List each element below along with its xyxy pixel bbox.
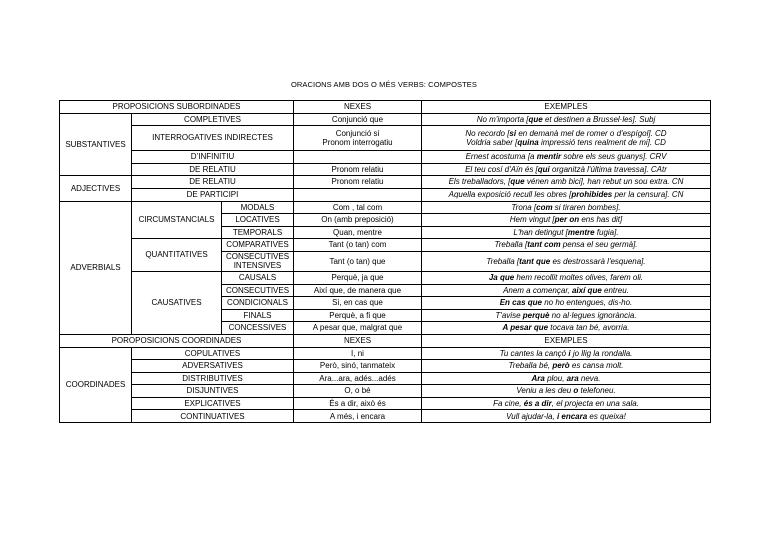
example-text: fugia]. xyxy=(594,227,619,237)
example-keyword: A pesar que xyxy=(502,323,549,333)
nexe-cell: Perquè, ja que xyxy=(294,271,422,284)
subgroup-circumstancials: CIRCUMSTANCIALS xyxy=(132,201,222,239)
exemples-header: EXEMPLES xyxy=(422,101,711,114)
type-cell: INTERROGATIVES INDIRECTES xyxy=(132,126,294,151)
example-cell xyxy=(422,372,711,385)
example-text: vénen amb bici], han rebut un sou extra. CN xyxy=(524,177,684,187)
nexe-line: Conjunció si xyxy=(335,128,380,138)
example-text: No recordo [ xyxy=(465,128,510,138)
table-row xyxy=(60,201,711,214)
nexe-cell: On (amb preposició) xyxy=(294,214,422,227)
example-cell xyxy=(422,385,711,398)
type-cell: LOCATIVES xyxy=(222,214,294,227)
table-row xyxy=(60,151,711,164)
nexe-cell xyxy=(294,126,422,151)
example-text: L'han detingut [ xyxy=(513,227,568,237)
example-text: es cansa molt. xyxy=(569,361,624,371)
example-text: neva. xyxy=(578,373,601,383)
example-cell xyxy=(422,239,711,252)
example-cell xyxy=(422,176,711,189)
table-row xyxy=(60,360,711,373)
example-cell xyxy=(422,322,711,335)
nexe-cell: Tant (o tan) com xyxy=(294,239,422,252)
nexes-header: NEXES xyxy=(294,334,422,347)
nexe-cell: O, o bé xyxy=(294,385,422,398)
type-line: INTENSIVES xyxy=(233,261,282,271)
example-keyword: però xyxy=(552,361,570,371)
nexe-cell: Pronom relatiu xyxy=(294,176,422,189)
nexe-cell: A pesar que, malgrat que xyxy=(294,322,422,335)
subgroup-causatives: CAUSATIVES xyxy=(132,271,222,334)
example-text: tocava tan bé, avorria. xyxy=(548,323,630,333)
table-row xyxy=(60,113,711,126)
example-keyword: així que xyxy=(571,285,602,295)
type-cell: CAUSALS xyxy=(222,271,294,284)
example-keyword: com xyxy=(536,202,553,212)
type-cell: COMPARATIVES xyxy=(222,239,294,252)
subgroup-quantitatives: QUANTITATIVES xyxy=(132,239,222,272)
nexe-cell xyxy=(294,151,422,164)
page-title: ORACIONS AMB DOS O MÉS VERBS: COMPOSTES xyxy=(290,80,478,89)
nexe-cell: Així que, de manera que xyxy=(294,284,422,297)
type-cell: TEMPORALS xyxy=(222,226,294,239)
example-cell xyxy=(422,271,711,284)
example-text: Hem vingut [ xyxy=(509,215,555,225)
example-text: es queixa! xyxy=(587,411,626,421)
example-text: pensa el seu germà]. xyxy=(560,240,638,250)
type-cell: DE RELATIU xyxy=(132,163,294,176)
example-keyword: qui xyxy=(537,164,550,174)
table-row xyxy=(60,271,711,284)
example-text: El teu cosí d'Aïn és [ xyxy=(465,164,538,174)
example-text: hem recollit moltes olives, farem oli. xyxy=(514,272,644,282)
example-keyword: que xyxy=(510,177,525,187)
example-text: Voldria saber [ xyxy=(466,138,518,148)
example-text: No m'importa [ xyxy=(476,114,529,124)
example-line xyxy=(424,129,708,139)
type-cell: ADVERSATIVES xyxy=(132,360,294,373)
example-keyword: mentir xyxy=(536,152,562,162)
example-text: et destinen a Brussel·les]. Subj xyxy=(542,114,656,124)
nexes-header: NEXES xyxy=(294,101,422,114)
type-cell xyxy=(222,251,294,271)
example-text: Veniu a les deu xyxy=(516,386,574,396)
example-text: Tu cantes la cançó xyxy=(499,348,569,358)
example-keyword: que xyxy=(528,114,543,124)
example-cell xyxy=(422,284,711,297)
example-text: Fa cine, xyxy=(493,398,524,408)
table-row xyxy=(60,397,711,410)
group-adverbials: ADVERBIALS xyxy=(60,201,132,334)
example-keyword: o xyxy=(573,386,579,396)
type-cell: EXPLICATIVES xyxy=(132,397,294,410)
type-cell: DE PARTICIPI xyxy=(132,188,294,201)
nexe-cell: Si, en cas que xyxy=(294,297,422,310)
type-cell: COMPLETIVES xyxy=(132,113,294,126)
example-text: Treballa [ xyxy=(486,256,520,266)
example-text: Anem a començar, xyxy=(503,285,572,295)
example-cell xyxy=(422,360,711,373)
example-cell xyxy=(422,151,711,164)
example-text: telefoneu. xyxy=(578,386,616,396)
nexe-cell: Perquè, a fi que xyxy=(294,309,422,322)
example-keyword: quina xyxy=(517,138,539,148)
example-text: organitzà l'última travessa]. CAtr xyxy=(549,164,667,174)
example-text: Trona [ xyxy=(511,202,537,212)
nexe-cell: Com , tal com xyxy=(294,201,422,214)
group-substantives: SUBSTANTIVES xyxy=(60,113,132,176)
example-cell xyxy=(422,214,711,227)
type-cell: DISJUNTIVES xyxy=(132,385,294,398)
table-row xyxy=(60,347,711,360)
type-cell: CONCESSIVES xyxy=(222,322,294,335)
example-text: Els treballadors, [ xyxy=(448,177,511,187)
example-cell xyxy=(422,163,711,176)
example-text: si tiraren bombes]. xyxy=(552,202,621,212)
coordinades-header-row xyxy=(60,334,711,347)
example-keyword: tant que xyxy=(519,256,551,266)
example-text: plou, xyxy=(544,373,567,383)
example-text: ens has dit] xyxy=(579,215,623,225)
nexe-cell: I, ni xyxy=(294,347,422,360)
example-cell xyxy=(422,309,711,322)
table-row xyxy=(60,176,711,189)
exemples-header: EXEMPLES xyxy=(422,334,711,347)
table-row xyxy=(60,163,711,176)
table-row xyxy=(60,188,711,201)
type-cell: D’INFINITIU xyxy=(132,151,294,164)
grammar-table xyxy=(59,100,711,423)
coordinades-header: POROPOSICIONS COORDINADES xyxy=(60,334,294,347)
group-coordinades: COORDINADES xyxy=(60,347,132,423)
type-cell: FINALS xyxy=(222,309,294,322)
example-text: es destrossarà l'esquena]. xyxy=(550,256,646,266)
example-text: , el projecta en una sala. xyxy=(551,398,639,408)
example-text: impressió tens realment de mi]. CD xyxy=(538,138,666,148)
example-line xyxy=(424,138,708,148)
example-keyword: i encara xyxy=(556,411,588,421)
example-keyword: per on xyxy=(554,215,580,225)
type-cell: CONDICIONALS xyxy=(222,297,294,310)
example-cell xyxy=(422,251,711,271)
example-keyword: Ja que xyxy=(488,272,515,282)
table-row xyxy=(60,410,711,423)
nexe-cell: És a dir, això és xyxy=(294,397,422,410)
example-text: Aquella exposició recull les obres [ xyxy=(448,190,572,200)
example-text: Treballa bé, xyxy=(508,361,553,371)
example-keyword: i xyxy=(568,348,571,358)
example-text: en demanà mel de romer o d'espígol]. CD xyxy=(516,128,667,138)
nexe-cell: Quan, mentre xyxy=(294,226,422,239)
example-text: T'avise xyxy=(495,310,523,320)
subordinades-header-row xyxy=(60,101,711,114)
type-cell: COPULATIVES xyxy=(132,347,294,360)
nexe-cell: Pronom relatiu xyxy=(294,163,422,176)
example-keyword: En cas que xyxy=(499,298,542,308)
nexe-cell: Però, sinó, tanmateix xyxy=(294,360,422,373)
example-text: Ernest acostuma [a xyxy=(465,152,537,162)
type-cell: MODALS xyxy=(222,201,294,214)
nexe-cell: Ara...ara, adés...adés xyxy=(294,372,422,385)
example-cell xyxy=(422,126,711,151)
example-text: no ho entengues, dis-ho. xyxy=(541,298,633,308)
type-cell: CONSECUTIVES xyxy=(222,284,294,297)
table-row xyxy=(60,126,711,151)
example-cell xyxy=(422,188,711,201)
example-keyword: mentre xyxy=(567,227,595,237)
example-text: entreu. xyxy=(601,285,629,295)
example-text: no al·legues ignorància. xyxy=(549,310,637,320)
nexe-cell: Tant (o tan) que xyxy=(294,251,422,271)
table-row xyxy=(60,385,711,398)
example-keyword: si xyxy=(509,128,517,138)
subordinades-header: PROPOSICIONS SUBORDINADES xyxy=(60,101,294,114)
example-cell xyxy=(422,397,711,410)
group-adjectives: ADJECTIVES xyxy=(60,176,132,201)
type-line: CONSECUTIVES xyxy=(225,251,290,261)
type-cell: CONTINUATIVES xyxy=(132,410,294,423)
example-keyword: ara xyxy=(566,373,579,383)
example-text: jo llig la rondalla. xyxy=(570,348,633,358)
type-cell: DE RELATIU xyxy=(132,176,294,189)
example-keyword: és a dir xyxy=(523,398,552,408)
example-keyword: Ara xyxy=(531,373,545,383)
example-text: Vull ajudar-la, xyxy=(506,411,557,421)
example-text: sobre els seus guanys]. CRV xyxy=(561,152,667,162)
example-keyword: prohibides xyxy=(571,190,613,200)
nexe-cell xyxy=(294,188,422,201)
example-cell xyxy=(422,226,711,239)
table-row xyxy=(60,239,711,252)
example-keyword: perquè xyxy=(522,310,550,320)
example-cell xyxy=(422,410,711,423)
nexe-cell: Conjunció que xyxy=(294,113,422,126)
nexe-cell: A més, i encara xyxy=(294,410,422,423)
example-keyword: tant com xyxy=(527,240,561,250)
type-cell: DISTRIBUTIVES xyxy=(132,372,294,385)
example-text: per la censura]. CN xyxy=(612,190,684,200)
example-cell xyxy=(422,113,711,126)
example-cell xyxy=(422,297,711,310)
example-cell xyxy=(422,201,711,214)
table-row xyxy=(60,372,711,385)
nexe-line: Pronom interrogatiu xyxy=(322,138,393,148)
example-cell xyxy=(422,347,711,360)
example-text: Treballa [ xyxy=(494,240,528,250)
